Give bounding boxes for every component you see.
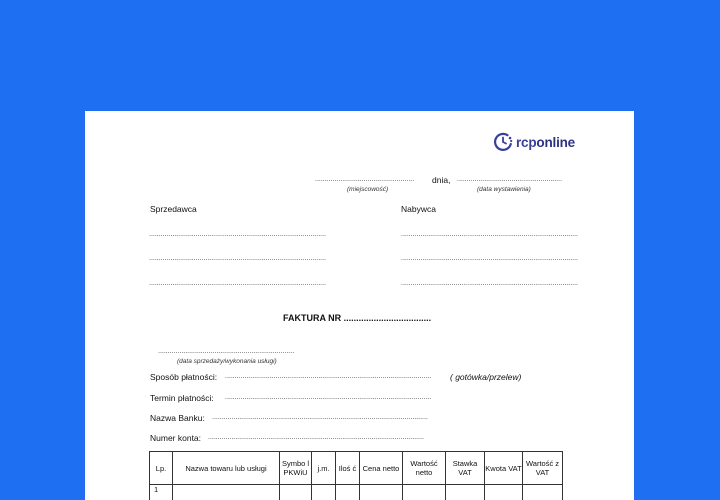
table-row xyxy=(150,485,563,500)
sale-date-caption: (data sprzedaży/wykonania usługi) xyxy=(177,358,277,365)
buyer-line-2: ........................................................................................... xyxy=(401,255,578,262)
date-dots: ...................................................... xyxy=(457,176,563,183)
table-cell xyxy=(173,485,280,500)
place-dots: ................................................... xyxy=(315,176,415,183)
table-cell xyxy=(446,485,485,500)
date-caption: (data wystawienia) xyxy=(477,186,531,193)
account-number-dots: ............................................................................................................... xyxy=(208,434,424,441)
clock-icon xyxy=(493,132,513,152)
logo-text: rcponline xyxy=(516,134,575,150)
buyer-line-3: ........................................................................................... xyxy=(401,280,578,287)
seller-line-3: ........................................................................................... xyxy=(149,280,326,287)
rcponline-logo xyxy=(493,132,575,152)
table-cell xyxy=(485,485,523,500)
table-cell xyxy=(280,485,312,500)
table-header-row xyxy=(150,452,563,485)
table-cell xyxy=(523,485,563,500)
col-pkwiu: Symbo l PKWiU xyxy=(280,452,312,485)
sale-date-dots: ...................................................................... xyxy=(158,348,295,355)
buyer-line-1: ........................................................................................... xyxy=(401,231,578,238)
col-unit: j.m. xyxy=(312,452,336,485)
col-net-value: Wartość netto xyxy=(403,452,446,485)
seller-label: Sprzedawca xyxy=(150,204,197,214)
table-cell: 1 xyxy=(150,485,173,500)
col-name: Nazwa towaru lub usługi xyxy=(173,452,280,485)
bank-name-dots: ............................................................................................................... xyxy=(212,414,428,421)
payment-term-label: Termin płatności: xyxy=(150,393,214,403)
dnia-label: dnia, xyxy=(432,175,451,185)
col-qty: Iloś ć xyxy=(336,452,360,485)
invoice-page xyxy=(85,111,634,500)
col-vat-amount: Kwota VAT xyxy=(485,452,523,485)
invoice-title: FAKTURA NR ................................... xyxy=(283,313,432,323)
payment-method-hint: ( gotówka/przelew) xyxy=(450,372,522,382)
table-cell xyxy=(312,485,336,500)
account-number-label: Numer konta: xyxy=(150,433,202,443)
bank-name-label: Nazwa Banku: xyxy=(150,413,205,423)
col-lp: Lp. xyxy=(150,452,173,485)
table-cell xyxy=(403,485,446,500)
table-cell xyxy=(336,485,360,500)
payment-method-label: Sposób płatności: xyxy=(150,372,218,382)
seller-line-2: ........................................................................................... xyxy=(149,255,326,262)
payment-method-dots: .......................................................................................................... xyxy=(225,373,432,380)
col-gross-value: Wartość z VAT xyxy=(523,452,563,485)
table-cell xyxy=(360,485,403,500)
place-caption: (miejscowość) xyxy=(347,186,389,193)
col-vat-rate: Stawka VAT xyxy=(446,452,485,485)
buyer-label: Nabywca xyxy=(401,204,436,214)
seller-line-1: ........................................................................................... xyxy=(149,231,326,238)
payment-term-dots: .......................................................................................................... xyxy=(225,394,432,401)
items-table xyxy=(149,451,563,500)
col-net-price: Cena netto xyxy=(360,452,403,485)
